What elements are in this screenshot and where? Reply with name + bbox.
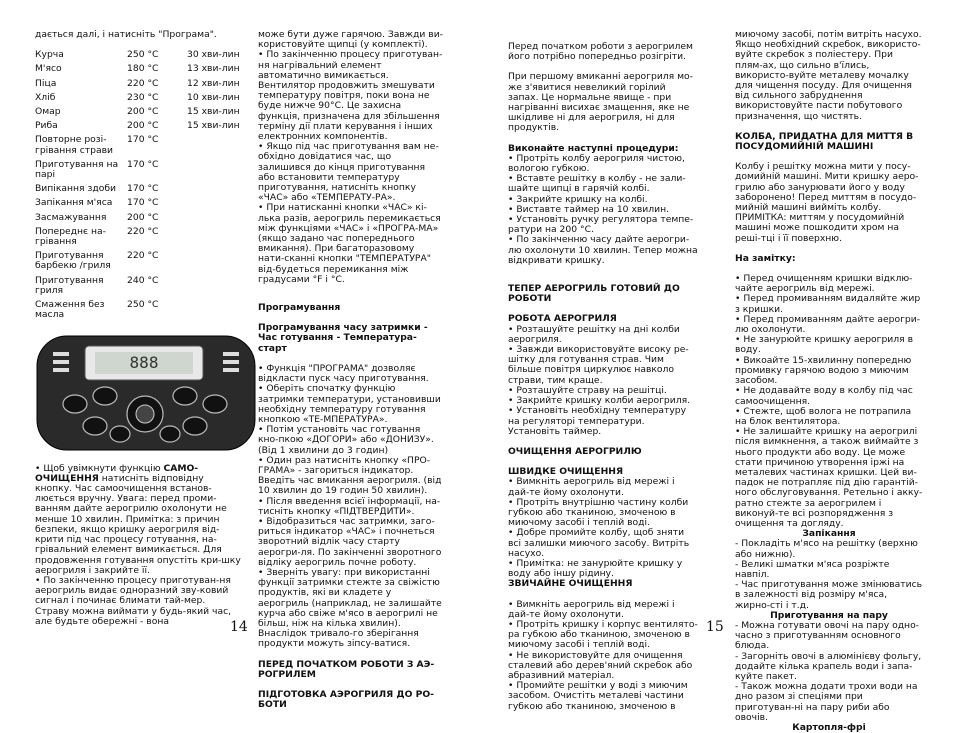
table-cell-time	[187, 184, 240, 198]
table-cell-name: Піца	[35, 77, 57, 89]
col2-heading-delay: Програмування часу затримки - Час готування - Температура-старт	[258, 322, 428, 354]
col4-l1: • Перед очищенням кришки відклю-чайте аерогриль від мережі.	[735, 273, 913, 295]
table-cell-name: М'ясо	[35, 63, 62, 75]
column-1	[35, 30, 241, 627]
col3-l17: • Протріть кришку і корпус вентилято-ра губкою або тканиною, змоченою в миючому засобі і теплій воді.	[508, 618, 698, 651]
table-cell-time: 15 хви-лин	[187, 120, 240, 132]
table-cell-time	[187, 135, 240, 159]
table-row	[35, 227, 240, 251]
table-row	[35, 251, 240, 275]
table-cell-time	[187, 300, 240, 324]
table-cell-time	[187, 198, 240, 212]
col3-l2: • Вставте решітку в колбу - не зали-шайте щипці в гарячій колбі.	[508, 173, 686, 195]
col3-l7: • Розташуйте решітку на дні колби аерогриля.	[508, 323, 680, 345]
table-cell-temp: 200 °C	[127, 106, 159, 118]
control-panel-image	[35, 334, 257, 452]
table-cell-temp: 220 °C	[127, 77, 159, 89]
col3-l4: • Виставте таймер на 10 хвилин.	[508, 203, 670, 215]
col2-p6: • Оберіть спочатку функцію затримки температури, установивши необхідну температуру готування кнопкою «ТЕ-МПЕРАТУРА».	[258, 383, 441, 425]
col2-heading-before: ПЕРЕД ПОЧАТКОМ РОБОТИ З АЭ-РОГРИЛЕМ	[258, 658, 435, 680]
table-cell-name: Риба	[35, 120, 58, 132]
col3-l15: • Примітка: не занурюйте кришку у воду або іншу рідину.	[508, 557, 683, 580]
col3-l6: • По закінченню часу дайте аерогри-лю охолонути 10 хвилин. Тепер можна відкривати кришку.	[508, 234, 698, 266]
table-cell-name: Приготування барбекю /гриля	[35, 250, 111, 272]
table-cell-temp: 240 °C	[127, 274, 159, 286]
col1-p2: • По закінченню процесу приготуван-ня аерогриль видає одноразний зву-ковий сигнал і починає блимати тай-мер. Страву можна виймати у будь-який час, але будьте обережні - вона	[35, 574, 232, 627]
col4-p1: миючому засобі, потім витріть насухо. Якщо необхідний скребок, використо-вуйте скребок з поліестеру. При плям-ах, що сильно в'їлись, використо-вуйте металеву мочалку для чищення посуду. Для очищення від сильного забруднення використовуйте пасти побутового призначення, що чистять.	[735, 29, 922, 122]
col2-p11: • Зверніть увагу: при використанні функції затримки стежте за свіжістю продуктів, які ви кладете у аерогриль (наприклад, не залишайте курча або свіже м'ясо в аерогрилі не більш, ніж на кілька хвилин). Внаслідок тривало-го зберігання продукти можуть зіпсу-ватися.	[258, 566, 442, 650]
table-cell-time: 30 хви-лин	[187, 49, 240, 61]
table-cell-name: Приготування на парі	[35, 158, 119, 181]
col1-intro: дається далі, і натисніть "Програма".	[35, 29, 217, 40]
table-row	[35, 135, 240, 159]
table-cell-time: 15 хви-лин	[187, 106, 240, 118]
table-cell-name: Випікання здоби	[35, 183, 116, 195]
col3-heading-quick: ШВИДКЕ ОЧИЩЕННЯ	[508, 466, 624, 478]
table-cell-name: Омар	[35, 106, 61, 118]
col1-p1-post: натисніть відповідну кнопку. Час самоочищення встанов-люється вручну. Увага: перед проми-ванням дайте аерогрилю охолонути не менше 10 хвилин. Примітка: з причин безпеки, якщо кришку аерогриля від-крити під час процесу готування, на-грівальний елемент вимикається. Для продовження готування опустіть кри-шку аерогриля і закрийте її.	[35, 472, 241, 576]
col3-l9: • Розташуйте страву на решітці.	[508, 384, 667, 396]
col3-p1: Перед початком роботи з аерогрилем його потрібно попередньо розігріти.	[508, 41, 693, 63]
table-row	[35, 276, 240, 300]
table-cell-time: 12 хви-лин	[187, 77, 240, 89]
table-row	[35, 198, 240, 212]
col3-l8: • Завжди використовуйте високу ре-шітку для готування страв. Чим більше повітря циркулює навколо страви, тим краще.	[508, 344, 689, 386]
table-cell-temp: 250 °C	[127, 299, 159, 311]
col4-l9: - Покладіть м'ясо на решітку (верхню або нижню).	[735, 538, 918, 560]
col2-p4: • При натисканні кнопки «ЧАС» кі-лька разів, аерогриль перемикається між функціями «ЧАС» і «ПРОГРА-МА» (якщо задано час попереднього вмикання). При багаторазовому нати-сканні кнопки "ТЕМПЕРАТУРА" від-будеться перемикання між градусами °F і °C.	[258, 202, 441, 285]
table-cell-time	[187, 251, 240, 275]
table-row	[35, 64, 240, 78]
col2-p2: • По закінченню процесу приготуван-ня нагрівальний елемент автоматично вимикається. Вентилятор продовжить змешувати температуру повітря, поки вона не буде нижче 90°С. Це захисна функція, призначена для збільшення терміну дії плати керування і інших електронних компонентів.	[258, 49, 443, 143]
table-cell-temp: 170 °C	[127, 197, 159, 209]
col2-p1: може бути дуже гарячою. Завжди ви-користовуйте щипці (у комплекті).	[258, 29, 443, 51]
col4-heading-notes: На замітку:	[735, 252, 796, 264]
col4-l2: • Перед промиванням видаляйте жир з кришки.	[735, 293, 921, 315]
col2-heading-prep: ПІДГОТОВКА АЭРОГРИЛЯ ДО РО-БОТИ	[258, 688, 434, 711]
table-cell-name: Хліб	[35, 91, 56, 103]
col1-selfclean	[35, 464, 241, 576]
col4-l7: • Стежте, щоб волога не потрапила на блок вентилятора.	[735, 405, 912, 427]
col3-heading-work: РОБОТА АЕРОГРИЛЯ	[508, 313, 617, 325]
col4-l8: • Не залишайте кришку на аерогрилі після вимкнення, а також виймайте з нього продукти або воду. Це може стати причиною утворення іржі на металевих частинах кришки. Цей ви-падок не потрапляє під дію гарантій-ного обслуговування. Ретельно і акку-ратно стежте за аерогрилем і виконуй-те всі розпорядження з очищення та догляду.	[735, 426, 923, 529]
table-row	[35, 93, 240, 107]
panel-display-text: 888	[129, 353, 159, 373]
table-cell-time: 10 хви-лин	[187, 91, 240, 103]
col4-l3: • Перед промиванням дайте аерогри-лю охолонути.	[735, 313, 921, 336]
table-cell-time	[187, 227, 240, 251]
col3-l5: • Установіть ручку регулятора темпе-ратури на 200 °С.	[508, 214, 694, 236]
col4-subheading-fries: Картопля-фрі	[792, 722, 866, 733]
col4-l13: - Загорніть овочі в алюмінієву фольгу, додайте кілька крапель води і запа-куйте пакет.	[735, 650, 922, 682]
table-cell-temp: 170 °C	[127, 158, 159, 170]
col2-p3: • Якщо під час приготування вам не-обхідно довідатися час, що залишився до кінця приготування або встановити температуру приготування, натисніть кнопку «ЧАС» або «ТЕМПЕРАТУ-РА».	[258, 141, 439, 204]
table-cell-temp: 170 °C	[127, 134, 159, 146]
table-row	[35, 300, 240, 324]
col2-p10: • Відобразиться час затримки, заго-риться індикатор «ЧАС» і почнеться зворотний відлік часу старту аерогри-ля. По закінченні зворотного відліку аерогриль почне роботу.	[258, 515, 442, 568]
col2-heading-programming: Програмування	[258, 302, 341, 314]
table-cell-temp: 170 °C	[127, 183, 159, 195]
col3-l16: • Вимкніть аерогриль від мережі і дай-те йому охолонути.	[508, 598, 675, 620]
table-cell-name: Запікання м'яса	[35, 197, 113, 209]
table-cell-temp: 220 °C	[127, 250, 159, 262]
table-row	[35, 50, 240, 64]
page-number-right: 15	[706, 619, 724, 635]
col2-p5: • Функція "ПРОГРАМА" дозволяє відкласти пуск часу приготування.	[258, 362, 429, 385]
cooking-table	[35, 50, 240, 324]
col4-l10: - Великі шматки м'яса розріжте навпіл.	[735, 558, 890, 580]
table-cell-time	[187, 160, 240, 184]
col3-l11: • Установіть необхідну температуру на регуляторі температури. Установіть таймер.	[508, 405, 687, 437]
col2-p8: • Один раз натисніть кнопку «ПРО-ГРАМА» - загориться індикатор. Введіть час вмикання аерогриля. (від 10 хвилин до 19 годин 50 хвилин).	[258, 454, 442, 497]
col3-l3: • Закрийте кришку на колбі.	[508, 193, 648, 205]
col4-l14: - Також можна додати трохи води на дно разом зі спеціями при приготуван-ні на пару риби або овочів.	[735, 681, 918, 723]
table-row	[35, 121, 240, 135]
table-cell-temp: 200 °C	[127, 120, 159, 132]
col4-p2: Колбу і решітку можна мити у посу-домийній машині. Мити кришку аеро-грилю або занурювати його у воду заборонено! Перед миттям в посудо-мийній машині вийміть колбу. ПРИМІТКА: миттям у посудомийній машині може пошкодити хром на реші-тці і її поверхню.	[735, 161, 919, 244]
col4-l11: - Час приготування може змінюватись в залежності від розміру м'яса, жирно-сті і т.д.	[735, 579, 923, 611]
table-cell-temp: 250 °C	[127, 49, 159, 61]
table-cell-time	[187, 213, 240, 227]
col3-l13: • Протріть внутрішню частину колби губкою або тканиною, змоченою в миючому засобі і теплій воді.	[508, 496, 689, 529]
table-cell-time: 13 хви-лин	[187, 63, 240, 75]
column-2	[258, 30, 443, 710]
col3-heading-ready: ТЕПЕР АЕРОГРИЛЬ ГОТОВИЙ ДО РОБОТИ	[508, 283, 680, 305]
table-row	[35, 213, 240, 227]
table-cell-time	[187, 276, 240, 300]
page-number-left: 14	[230, 619, 248, 635]
table-row	[35, 79, 240, 93]
col4-subheading-baking: Запікання	[802, 528, 856, 540]
col3-l19: • Промийте решітки у воді з миючим засобом. Очистіть металеві частини губкою або тканиною, змоченою в	[508, 680, 688, 712]
table-cell-name: Повторне розі-грівання страви	[35, 134, 113, 156]
col4-l6: • Не додавайте воду в колбу під час самоочищення.	[735, 385, 913, 407]
column-4	[735, 30, 923, 733]
col1-p1-bold: САМО-ОЧИЩЕННЯ	[35, 462, 199, 484]
col4-subheading-steam: Приготування на пару	[770, 609, 888, 621]
table-cell-temp: 180 °C	[127, 63, 159, 75]
col4-l5: • Викоайте 15-хвилинну попередню промивку гарячою водою з миючим засобом.	[735, 354, 912, 387]
col3-p2: При першому вмиканні аерогриля мо-же з'явитися невеликий горілий запах. Це нормальне явище - при нагріванні висихає змащення, яке не шкідливе ні для аерогриля, ні для продуктів.	[508, 71, 693, 134]
column-3	[508, 42, 698, 712]
table-cell-name: Курча	[35, 49, 64, 61]
col4-l12: - Можна готувати овочі на пару одно-часно з приготуванням основного блюда.	[735, 619, 920, 652]
col3-l12: • Вимкніть аерогриль від мережі і дай-те йому охолонути.	[508, 476, 675, 498]
table-row	[35, 107, 240, 121]
col2-p7: • Потім установіть час готування кно-пкою «ДОГОРИ» або «ДОНИЗУ». (Від 1 хвилини до 3 годин)	[258, 424, 434, 456]
col3-l14: • Добре промийте колбу, щоб зняти всі залишки миючого засобу. Витріть насухо.	[508, 527, 690, 559]
col3-heading-regular: ЗВИЧАЙНЕ ОЧИЩЕННЯ	[508, 578, 633, 590]
table-cell-name: Приготування гриля	[35, 274, 104, 296]
table-cell-name: Смаження без масла	[35, 299, 105, 321]
table-row	[35, 184, 240, 198]
col3-l1: • Протріть колбу аерогриля чистою, вологою губкою.	[508, 152, 685, 175]
table-cell-temp: 200 °C	[127, 211, 159, 223]
col2-p9: • Після введення всієї інформації, на-тисніть кнопку «ПІДТВЕРДИТИ».	[258, 495, 441, 517]
col3-l10: • Закрийте кришку колби аерогриля.	[508, 395, 691, 407]
table-cell-temp: 230 °C	[127, 91, 159, 103]
table-cell-name: Засмажування	[35, 211, 107, 223]
col3-heading-cleaning: ОЧИЩЕННЯ АЕРОГРИЛЮ	[508, 445, 642, 457]
col3-heading-procedures: Виконайте наступні процедури:	[508, 142, 679, 154]
col3-l18: • Не використовуйте для очищення сталевий або дерев'яний скребок або абразивний матеріал.	[508, 649, 693, 681]
table-cell-temp: 220 °C	[127, 225, 159, 237]
col4-l4: • Не занурюйте кришку аерогриля в воду.	[735, 334, 914, 356]
col4-heading-dishwasher: КОЛБА, ПРИДАТНА ДЛЯ МИТТЯ В ПОСУДОМИЙНІЙ МАШИНІ	[735, 130, 914, 153]
col1-p1-pre: • Щоб увімкнути функцію	[35, 462, 164, 474]
table-cell-name: Попереднє на-грівання	[35, 225, 106, 248]
table-row	[35, 160, 240, 184]
